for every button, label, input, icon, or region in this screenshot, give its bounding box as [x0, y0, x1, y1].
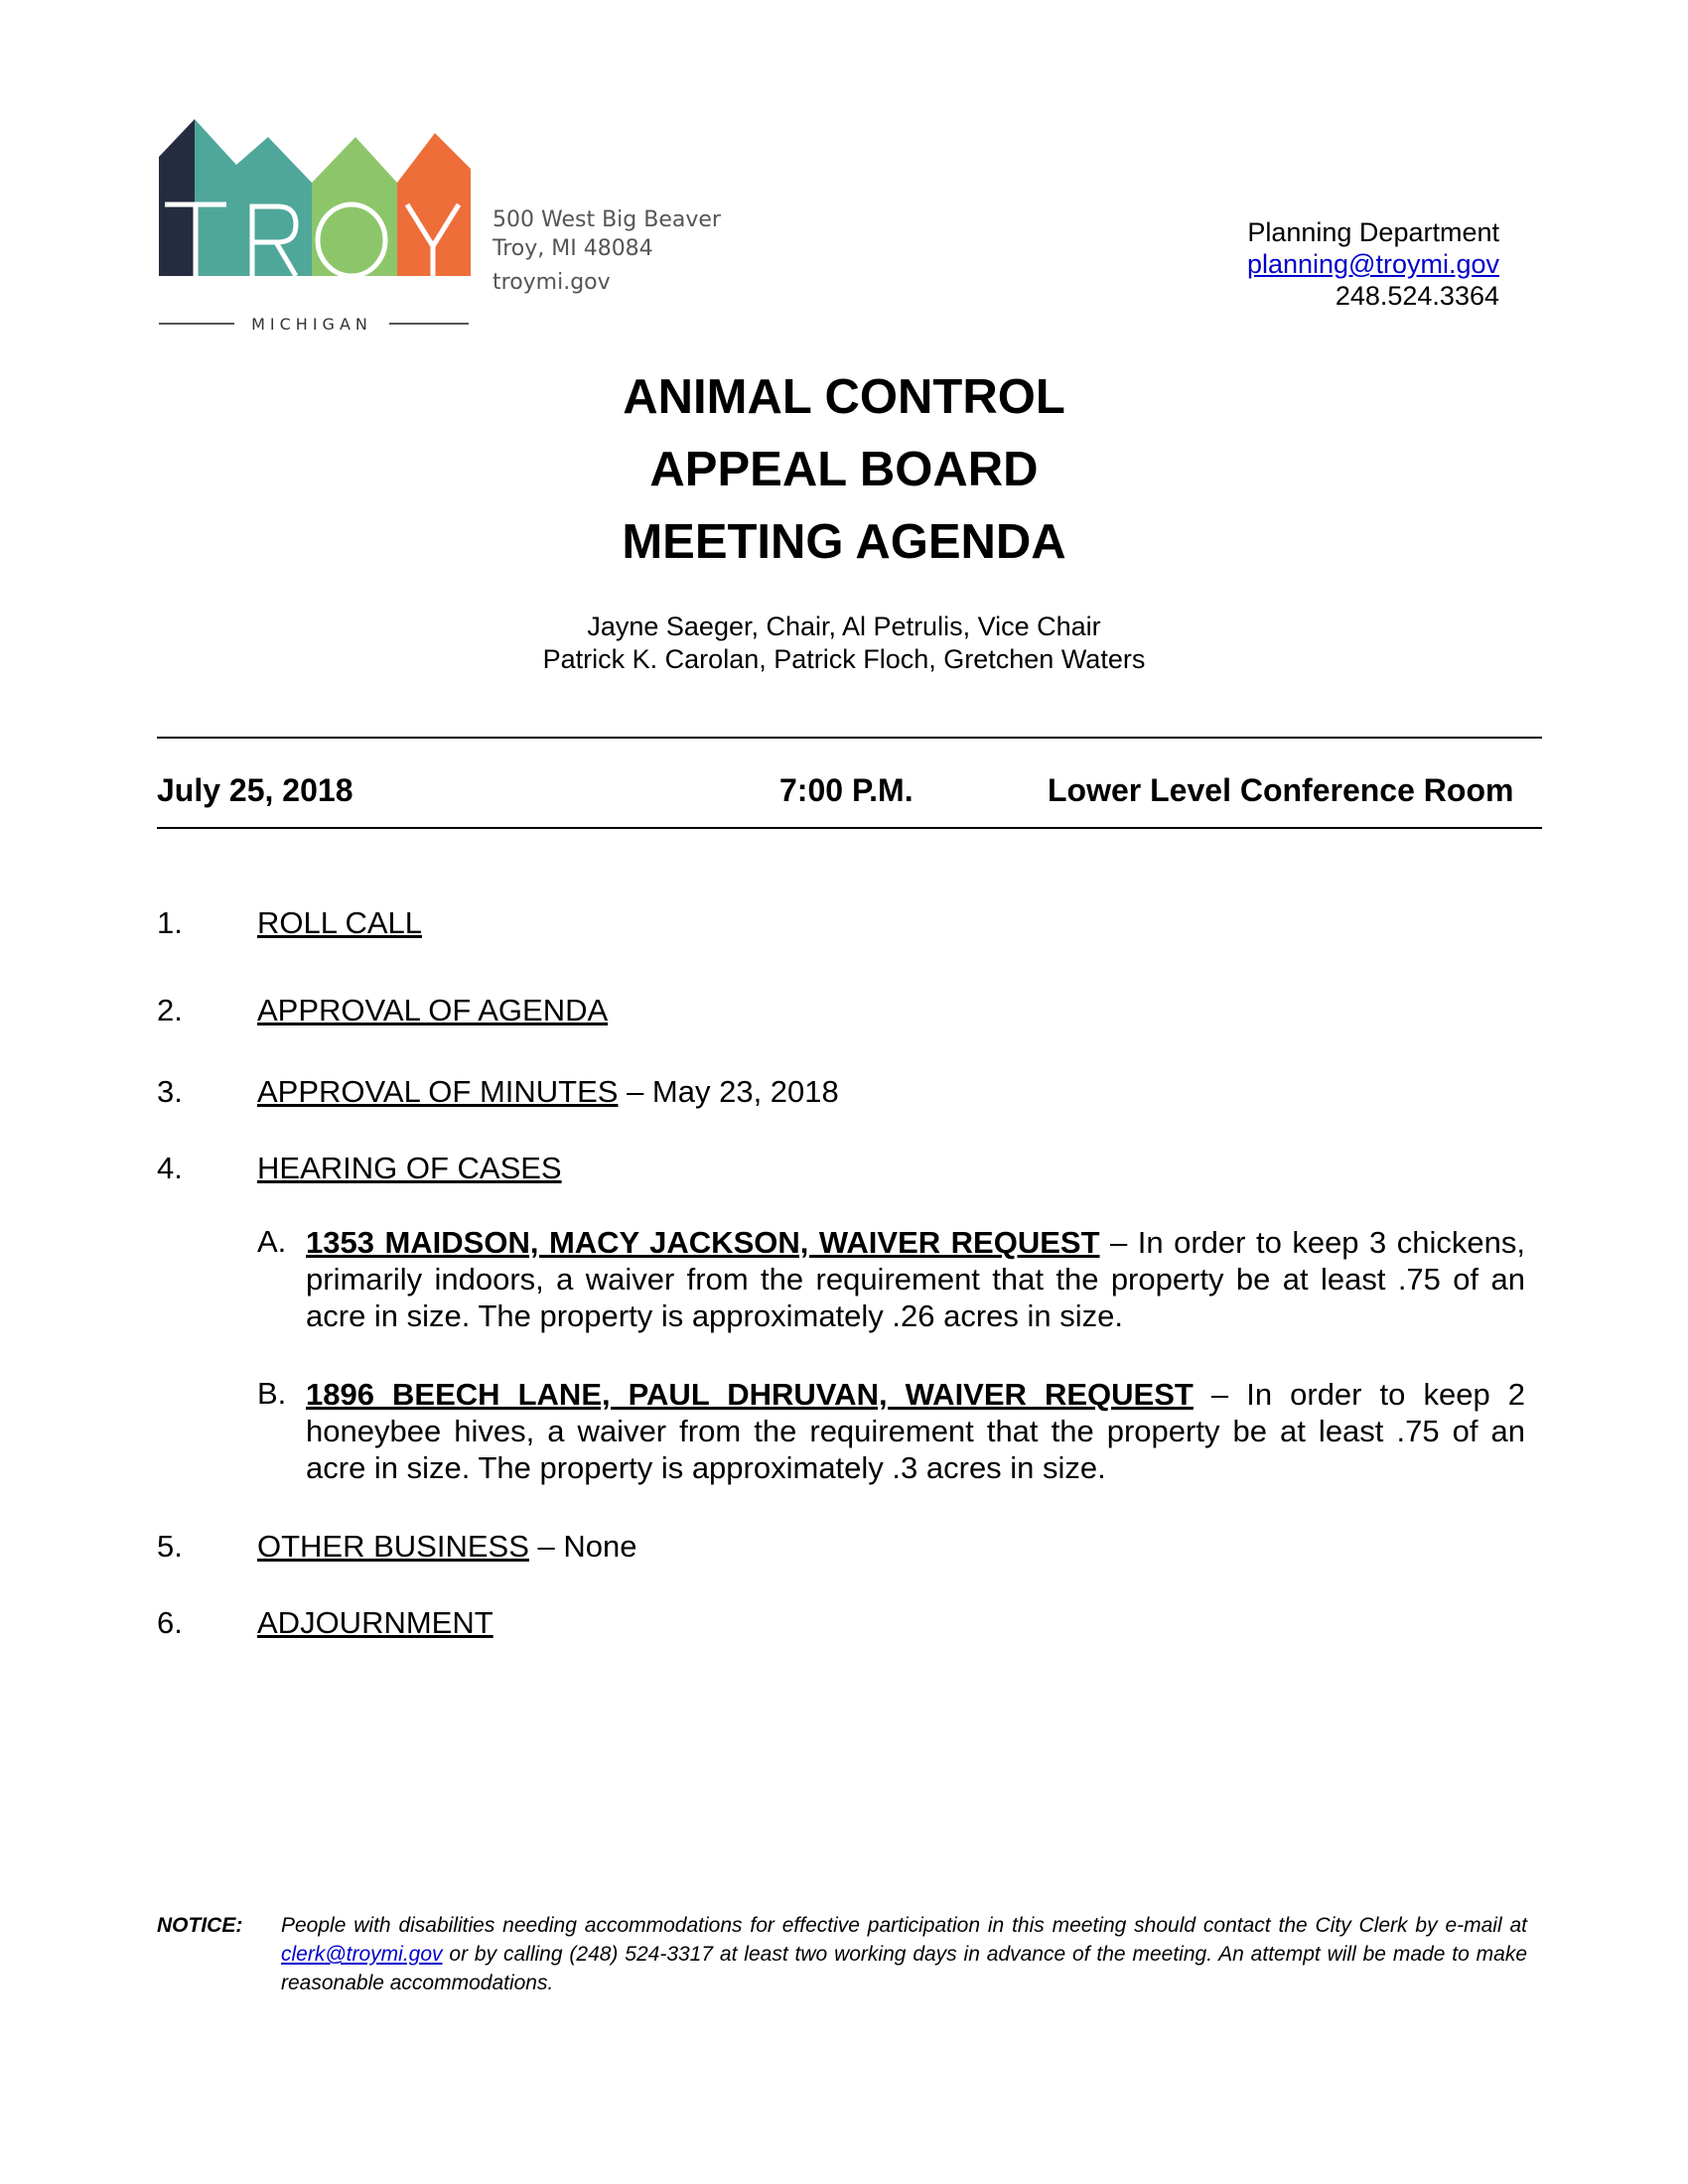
case-entry — [306, 1376, 1525, 1486]
agenda-item-suffix: – None — [528, 1529, 637, 1564]
divider-top — [157, 737, 1542, 739]
agenda-item-title: OTHER BUSINESS — [257, 1529, 529, 1564]
clerk-email-link[interactable]: clerk@troymi.gov — [281, 1943, 443, 1966]
board-members-line1: Jayne Saeger, Chair, Al Petrulis, Vice Chair — [587, 612, 1101, 641]
agenda-item-title: APPROVAL OF AGENDA — [257, 993, 609, 1027]
department-name: Planning Department — [1247, 217, 1499, 247]
agenda-item — [257, 905, 422, 941]
notice-text — [281, 1911, 1527, 1997]
website-link[interactable]: troymi.gov — [492, 270, 611, 295]
agenda-item-title: ROLL CALL — [257, 905, 422, 940]
department-phone: 248.524.3364 — [1335, 281, 1499, 311]
agenda-item-title: APPROVAL OF MINUTES — [257, 1074, 619, 1109]
agenda-item-number: 3. — [157, 1074, 183, 1109]
agenda-item-number: 1. — [157, 905, 183, 940]
board-members-line2: Patrick K. Carolan, Patrick Floch, Gretchen Waters — [542, 644, 1146, 674]
agenda-item-number: 5. — [157, 1529, 183, 1564]
title-line3: MEETING AGENDA — [622, 515, 1066, 569]
agenda-item-number: 2. — [157, 993, 183, 1027]
agenda-item — [257, 1605, 493, 1641]
agenda-item-title: HEARING OF CASES — [257, 1151, 562, 1185]
agenda-item — [257, 993, 608, 1028]
meeting-time: 7:00 P.M. — [779, 772, 914, 808]
meeting-location: Lower Level Conference Room — [1048, 772, 1514, 808]
agenda-item — [257, 1074, 839, 1110]
agenda-item-number: 6. — [157, 1605, 183, 1640]
agenda-item — [257, 1529, 636, 1565]
department-contact — [1102, 216, 1499, 312]
divider-bottom — [157, 827, 1542, 829]
case-description: – In order to keep 2 honeybee hives, a waiver from the requirement that the property be at least .75 of an acre in size. The property is approximately .3 acres in size. — [306, 1377, 1525, 1485]
troy-logo — [157, 117, 471, 336]
notice-text-start: People with disabilities needing accommodations for effective participation in this meeting should contact the City Clerk by e-mail at — [281, 1914, 1527, 1937]
case-letter: A. — [257, 1224, 287, 1259]
notice-text-end: or by calling (248) 524-3317 at least two working days in advance of the meeting. An attempt will be made to make reasonable accommodations. — [281, 1943, 1527, 1994]
department-email-link[interactable]: planning@troymi.gov — [1246, 249, 1499, 279]
agenda-item — [257, 1151, 562, 1186]
case-description: – In order to keep 3 chickens, primarily indoors, a waiver from the requirement that the property be at least .75 of an acre in size. The property is approximately .26 acres in size. — [306, 1225, 1526, 1333]
case-title: 1353 MAIDSON, MACY JACKSON, WAIVER REQUEST — [306, 1225, 1100, 1260]
notice-label: NOTICE: — [157, 1914, 243, 1937]
case-letter: B. — [257, 1376, 287, 1411]
address-line1: 500 West Big Beaver — [492, 207, 721, 232]
case-entry — [306, 1224, 1525, 1334]
title-line2: APPEAL BOARD — [649, 443, 1039, 496]
logo-subtext: MICHIGAN — [251, 315, 372, 334]
agenda-item-title: ADJOURNMENT — [257, 1605, 493, 1640]
address-line2: Troy, MI 48084 — [492, 236, 653, 261]
agenda-item-number: 4. — [157, 1151, 183, 1185]
agenda-item-suffix: – May 23, 2018 — [618, 1074, 839, 1109]
case-title: 1896 BEECH LANE, PAUL DHRUVAN, WAIVER REQUEST — [306, 1377, 1194, 1412]
title-line1: ANIMAL CONTROL — [623, 370, 1065, 424]
meeting-date: July 25, 2018 — [157, 772, 353, 808]
